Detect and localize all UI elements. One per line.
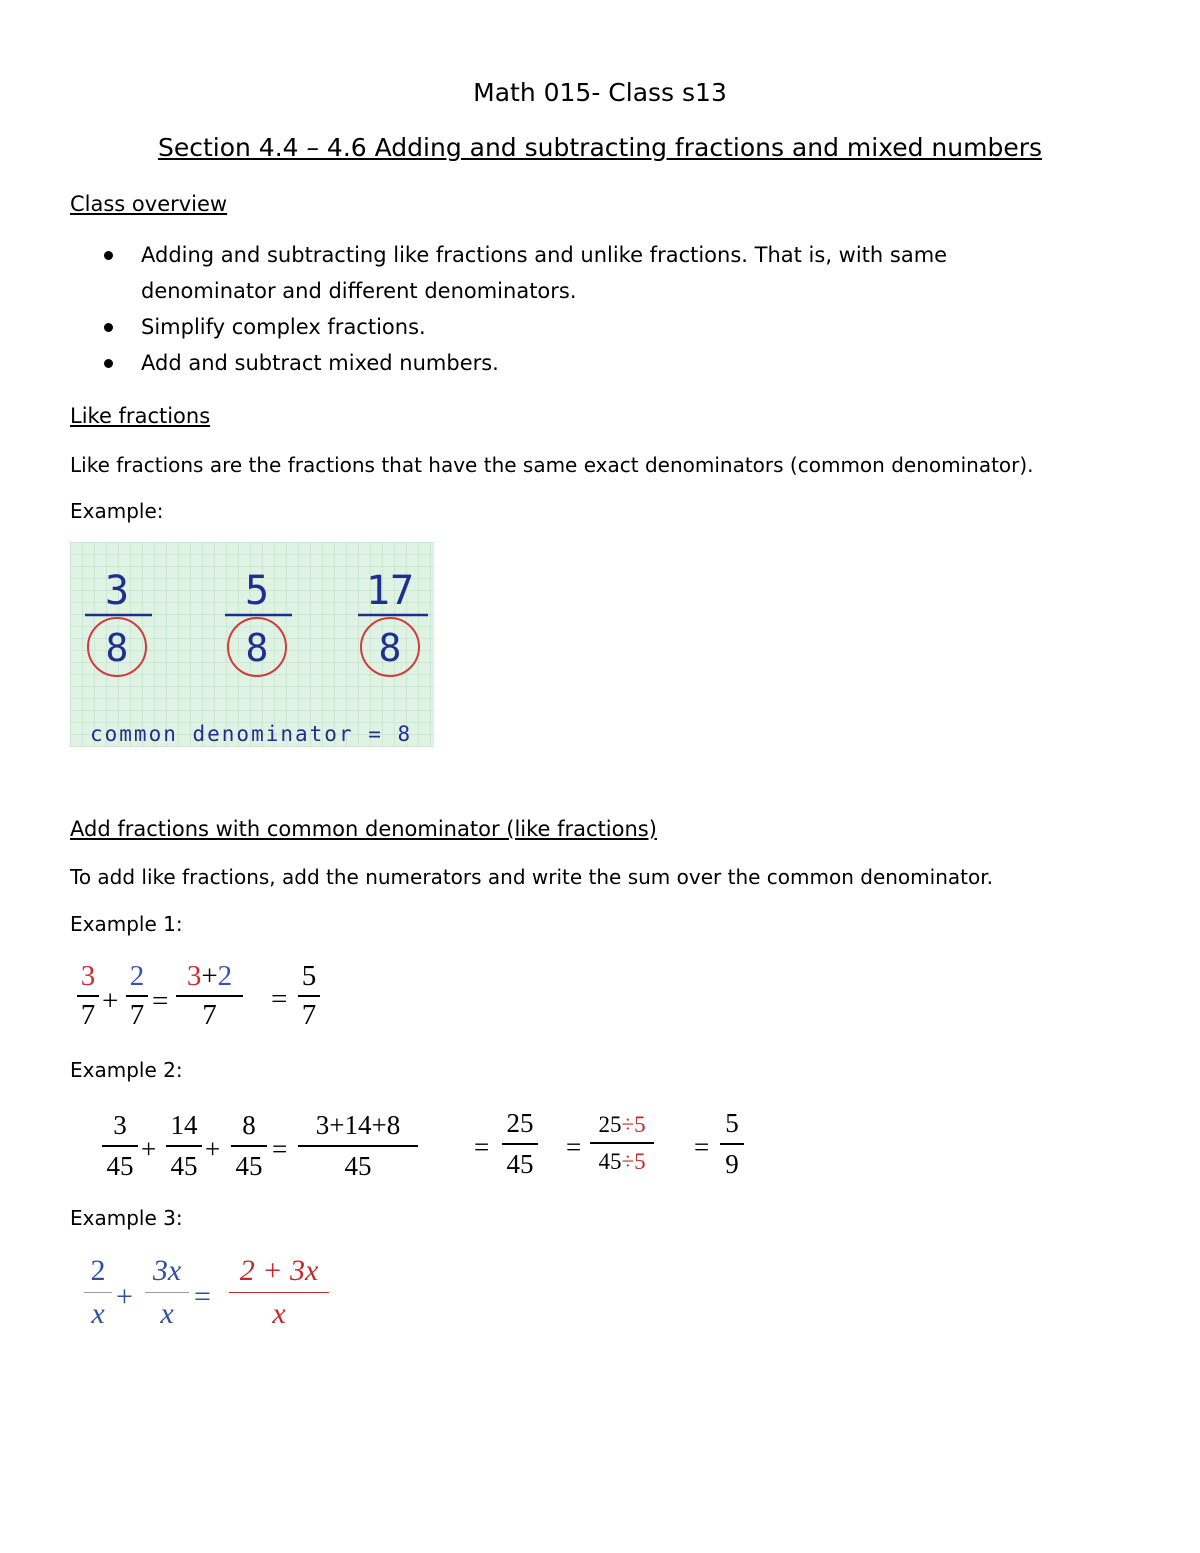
image-denominator-1: 8 [105,626,129,670]
overview-bullet-1: Adding and subtracting like fractions and unlike fractions. That is, with same [141,243,948,267]
ex2-plus-2: + [205,1134,221,1164]
overview-bullet-1-cont: denominator and different denominators. [141,279,577,303]
ex2-f2-denominator: 45 [170,1150,198,1181]
ex1-b-numerator: 2 [129,960,145,992]
ex2-fraction-r1 [502,1110,538,1178]
ex1-a-denominator: 7 [80,998,96,1031]
ex2-sum-numerator: 3+14+8 [315,1110,401,1140]
section-title: Section 4.4 – 4.6 Adding and subtracting fractions and mixed numbers [157,133,1043,162]
ex2-f3-denominator: 45 [235,1150,263,1181]
ex3-sum-denominator: x [272,1297,286,1330]
ex3-fraction-sum [229,1256,329,1329]
image-denominator-2: 8 [245,626,269,670]
ex1-fraction-result [298,962,320,1030]
ex2-fraction-1 [102,1112,138,1180]
ex3-a-denominator: x [91,1297,105,1330]
ex1-b-denominator: 7 [129,998,145,1031]
ex3-a-numerator: 2 [90,1254,106,1287]
ex3-b-numerator: 3x [152,1254,182,1287]
example-label: Example: [70,499,164,523]
ex2-sum-denominator: 45 [344,1150,372,1181]
ex1-equals-2: = [271,983,288,1015]
ex1-sum-b: 2 [217,960,233,992]
ex2-fraction-2 [166,1112,202,1180]
ex2-r2-num-b: 5 [634,1112,646,1137]
image-caption: common denominator = 8 [90,722,413,746]
ex2-equals-3: = [566,1132,582,1162]
ex2-f3-numerator: 8 [242,1110,256,1140]
ex2-r2-num-a: 25 [598,1112,622,1137]
bullet-dot [104,359,113,368]
ex1-plus: + [102,985,119,1017]
ex2-fraction-3 [231,1112,267,1180]
ex1-result-numerator: 5 [301,960,317,992]
ex2-equals-1: = [272,1134,288,1164]
ex2-fraction-r3 [720,1110,744,1178]
like-fractions-heading: Like fractions [70,404,211,428]
ex2-f1-numerator: 3 [113,1110,127,1140]
ex1-result-denominator: 7 [301,998,317,1031]
ex2-fraction-r2 [590,1113,654,1173]
ex2-r1-numerator: 25 [506,1108,534,1138]
image-numerator-2: 5 [244,568,270,614]
example-1-label: Example 1: [70,912,183,936]
image-numerator-3: 17 [365,568,415,614]
page-title: Math 015- Class s13 [473,78,727,107]
ex1-sum-plus: + [201,960,218,992]
ex3-fraction-b [145,1256,189,1329]
overview-bullet-3: Add and subtract mixed numbers. [141,351,499,375]
common-denominator-image [70,542,434,747]
ex2-equals-2: = [474,1132,490,1162]
ex1-fraction-b [126,962,148,1030]
add-fractions-rule: To add like fractions, add the numerators and write the sum over the common denominator. [70,865,993,889]
ex3-b-denominator: x [160,1297,174,1330]
ex2-fraction-sum [298,1112,418,1180]
ex2-r1-denominator: 45 [506,1148,534,1179]
ex3-fraction-a [84,1256,112,1329]
ex1-fraction-sum [176,962,243,1030]
ex1-sum-a: 3 [186,960,202,992]
ex2-f2-numerator: 14 [170,1110,198,1140]
ex2-r2-den-b: 5 [634,1148,646,1174]
overview-bullet-2: Simplify complex fractions. [141,315,426,339]
ex1-fraction-a [77,962,99,1030]
ex2-f1-denominator: 45 [106,1150,134,1181]
ex1-equals: = [152,985,169,1017]
image-numerator-1: 3 [104,568,130,614]
bullet-dot [104,323,113,332]
bullet-dot [104,251,113,260]
ex2-r2-den-op: ÷ [621,1148,635,1174]
ex2-r3-numerator: 5 [725,1108,739,1138]
ex3-plus: + [116,1280,133,1313]
example-2-label: Example 2: [70,1058,183,1082]
ex2-r2-num-op: ÷ [621,1112,635,1137]
ex1-sum-denominator: 7 [202,998,217,1031]
ex2-r3-denominator: 9 [725,1148,739,1179]
ex2-r2-den-a: 45 [598,1148,622,1174]
ex1-a-numerator: 3 [80,960,96,992]
example-3-label: Example 3: [70,1206,183,1230]
add-fractions-heading: Add fractions with common denominator (like fractions) [70,817,657,841]
ex3-equals: = [194,1280,211,1313]
ex2-plus-1: + [141,1134,157,1164]
ex3-sum-numerator: 2 + 3x [239,1254,319,1287]
image-denominator-3: 8 [378,626,402,670]
like-fractions-definition: Like fractions are the fractions that have the same exact denominators (common denominator). [70,453,1034,477]
overview-heading: Class overview [70,192,228,216]
ex2-equals-4: = [694,1132,710,1162]
